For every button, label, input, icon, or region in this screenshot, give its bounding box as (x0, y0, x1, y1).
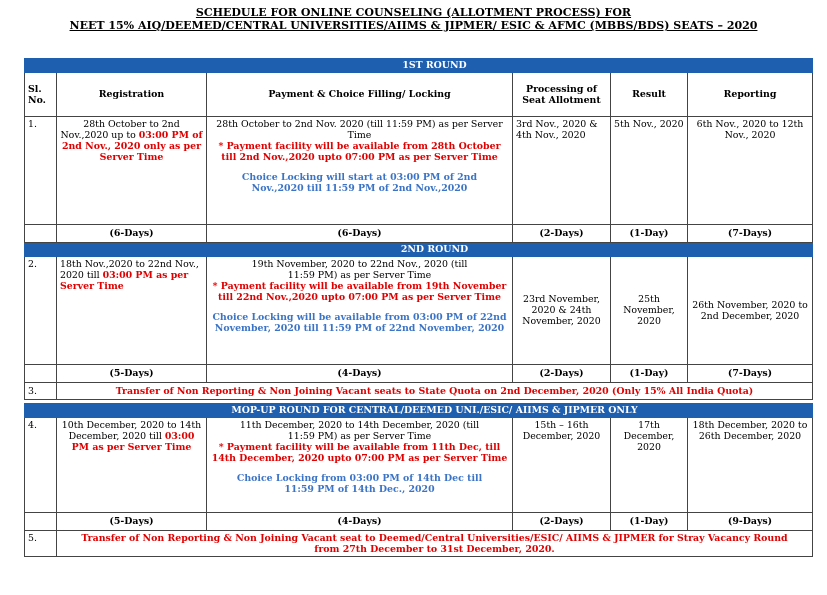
round2-band-label: 2ND ROUND (57, 243, 813, 257)
round2-row (25, 257, 813, 365)
transfer1-row (25, 383, 813, 400)
mopup-result: 17th December, 2020 (611, 418, 688, 513)
round1-registration (57, 117, 207, 225)
header-reporting: Reporting (688, 73, 813, 117)
round2-days (25, 365, 813, 383)
round1-days-reg: (6-Days) (57, 225, 207, 243)
mopup-payment (207, 418, 513, 513)
mopup-days-pay: (4-Days) (207, 513, 513, 531)
round1-pay-text: 28th October to 2nd Nov. 2020 (till 11:59 PM) as per Server Time (216, 119, 503, 141)
round1-pay-blue: Choice Locking will start at 03:00 PM of 2nd Nov.,2020 till 11:59 PM of 2nd Nov.,2020 (241, 172, 478, 194)
round1-result: 5th Nov., 2020 (611, 117, 688, 225)
round2-sl: 2. (25, 257, 57, 365)
mopup-pay-blue: Choice Locking from 03:00 PM of 14th Dec till 11:59 PM of 14th Dec., 2020 (236, 473, 483, 495)
round2-result: 25th November, 2020 (611, 257, 688, 365)
round2-payment (207, 257, 513, 365)
mopup-band (25, 404, 813, 418)
round1-row (25, 117, 813, 225)
transfer1-sl: 3. (25, 383, 57, 400)
transfer1-text: Transfer of Non Reporting & Non Joining Vacant seats to State Quota on 2nd December, 2020 (Only 15% All India Quota) (57, 383, 813, 400)
round2-days-report: (7-Days) (688, 365, 813, 383)
transfer2-sl: 5. (25, 531, 57, 557)
round1-reg-text: 28th October to 2nd Nov.,2020 up to (60, 119, 180, 141)
mopup-pay-text: 11th December, 2020 to 14th December, 2020 (till 11:59 PM) as per Server Time (239, 420, 480, 442)
mopup-days-result: (1-Day) (611, 513, 688, 531)
mopup-reg-red: 03:00 PM as per Server Time (71, 431, 195, 453)
schedule-table (24, 58, 813, 557)
header-payment: Payment & Choice Filling/ Locking (207, 73, 513, 117)
mopup-reporting: 18th December, 2020 to 26th December, 2020 (688, 418, 813, 513)
round2-days-reg: (5-Days) (57, 365, 207, 383)
title-line-1: SCHEDULE FOR ONLINE COUNSELING (ALLOTMENT PROCESS) FOR (195, 6, 632, 19)
transfer2-row (25, 531, 813, 557)
transfer2-text: Transfer of Non Reporting & Non Joining Vacant seat to Deemed/Central Universities/ESIC/ AIIMS & JIPMER for Stray Vacancy Round from 27th December to 31st December, 2020. (57, 531, 813, 557)
mopup-processing: 15th – 16th December, 2020 (513, 418, 611, 513)
round1-processing: 3rd Nov., 2020 & 4th Nov., 2020 (513, 117, 611, 225)
round1-days-pay: (6-Days) (207, 225, 513, 243)
round2-reg-text: 18th Nov.,2020 to 22nd Nov., 2020 till (60, 259, 199, 281)
round1-sl: 1. (25, 117, 57, 225)
round2-days-pay: (4-Days) (207, 365, 513, 383)
round2-band (25, 243, 813, 257)
round1-band (25, 59, 813, 73)
header-processing: Processing of Seat Allotment (513, 73, 611, 117)
mopup-band-label: MOP-UP ROUND FOR CENTRAL/DEEMED UNI./ESIC/ AIIMS & JIPMER ONLY (57, 404, 813, 418)
mopup-days (25, 513, 813, 531)
mopup-days-report: (9-Days) (688, 513, 813, 531)
round2-reg-red: 03:00 PM as per Server Time (60, 270, 189, 292)
round2-pay-blue: Choice Locking will be available from 03:00 PM of 22nd November, 2020 till 11:59 PM of 22nd November, 2020 (212, 312, 507, 334)
schedule-title (0, 0, 827, 32)
round2-days-proc: (2-Days) (513, 365, 611, 383)
header-registration: Registration (57, 73, 207, 117)
round2-processing: 23rd November, 2020 & 24th November, 2020 (513, 257, 611, 365)
round1-payment (207, 117, 513, 225)
mopup-pay-red: * Payment facility will be available from 11th Dec, till 14th December, 2020 upto 07:00 PM as per Server Time (211, 442, 508, 464)
round1-reg-red: 03:00 PM of 2nd Nov., 2020 only as per Server Time (61, 130, 203, 163)
header-sl: Sl. No. (25, 73, 57, 117)
round1-reporting: 6th Nov., 2020 to 12th Nov., 2020 (688, 117, 813, 225)
round1-band-label: 1ST ROUND (57, 59, 813, 73)
header-row (25, 73, 813, 117)
mopup-registration (57, 418, 207, 513)
round2-pay-text: 19th November, 2020 to 22nd Nov., 2020 (till 11:59 PM) as per Server Time (251, 259, 468, 281)
round1-days-result: (1-Day) (611, 225, 688, 243)
header-result: Result (611, 73, 688, 117)
round2-days-result: (1-Day) (611, 365, 688, 383)
mopup-days-reg: (5-Days) (57, 513, 207, 531)
mopup-reg-text: 10th December, 2020 to 14th December, 2020 till (61, 420, 202, 442)
mopup-row (25, 418, 813, 513)
round1-days-report: (7-Days) (688, 225, 813, 243)
round1-pay-red: * Payment facility will be available from 28th October till 2nd Nov.,2020 upto 07:00 PM as per Server Time (218, 141, 501, 163)
round1-days (25, 225, 813, 243)
round2-registration (57, 257, 207, 365)
title-line-2: NEET 15% AIQ/DEEMED/CENTRAL UNIVERSITIES/AIIMS & JIPMER/ ESIC & AFMC (MBBS/BDS) SEATS – 2020 (69, 19, 758, 32)
mopup-days-proc: (2-Days) (513, 513, 611, 531)
round2-reporting: 26th November, 2020 to 2nd December, 2020 (688, 257, 813, 365)
mopup-sl: 4. (25, 418, 57, 513)
round1-days-proc: (2-Days) (513, 225, 611, 243)
round2-pay-red: * Payment facility will be available from 19th November till 22nd Nov.,2020 upto 07:00 PM as per Server Time (212, 281, 507, 303)
